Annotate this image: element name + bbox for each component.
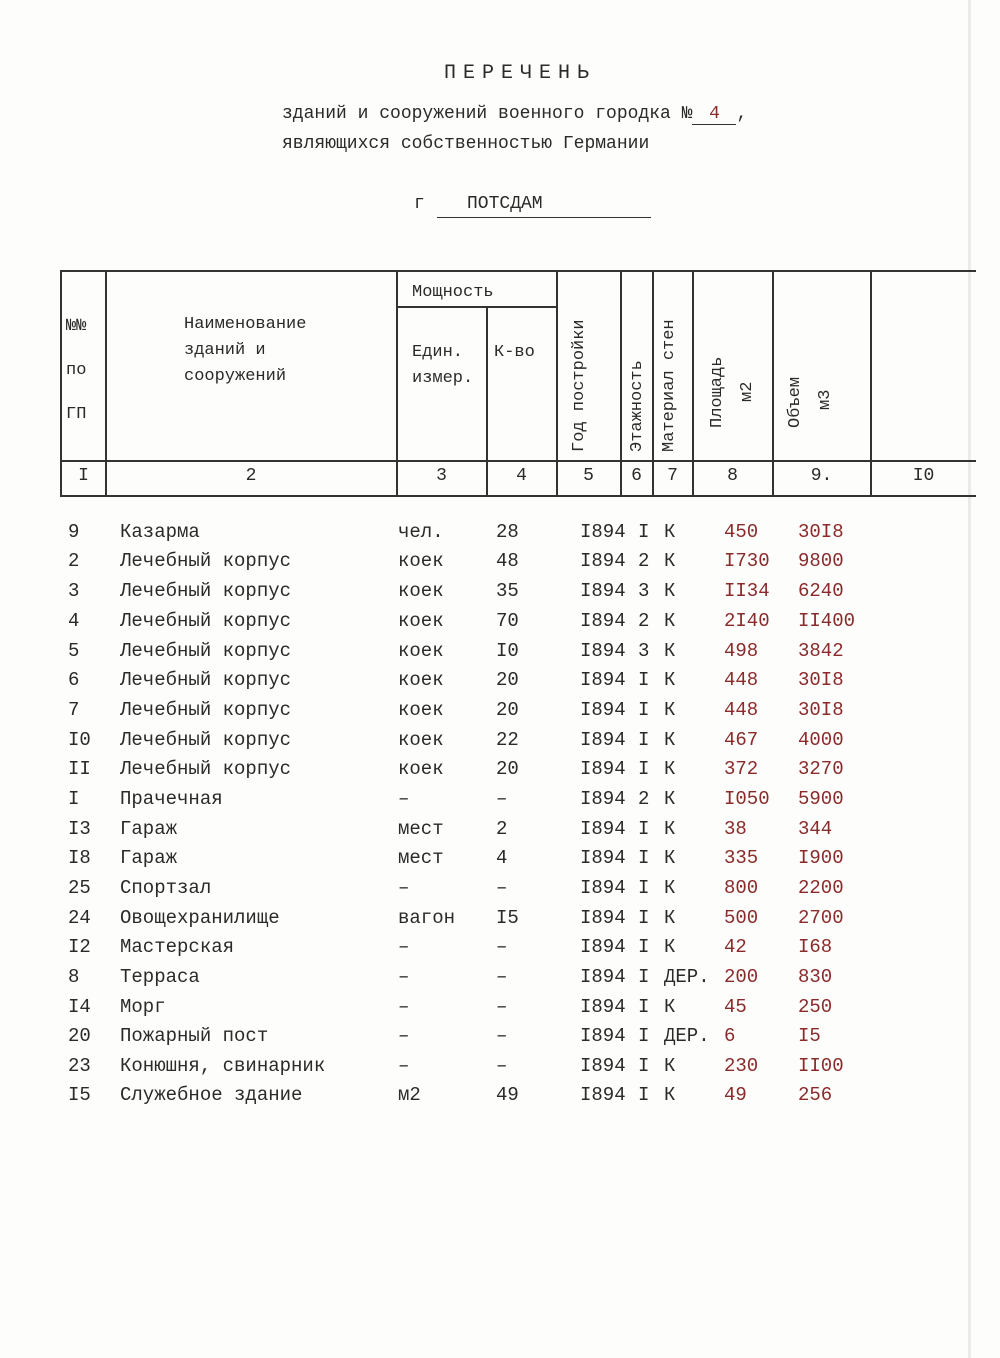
table-cell: II00 bbox=[798, 1055, 844, 1077]
table-cell: коек bbox=[398, 699, 444, 721]
table-cell: 22 bbox=[496, 729, 519, 751]
page-edge bbox=[968, 0, 971, 1358]
table-cell: 2 bbox=[68, 550, 80, 572]
table-cell: К bbox=[664, 699, 676, 721]
table-cell: 467 bbox=[724, 729, 759, 751]
header-col-number: №№ по ГП bbox=[66, 317, 87, 424]
table-cell: Конюшня, свинарник bbox=[120, 1055, 326, 1077]
table-cell: – bbox=[496, 1025, 508, 1047]
table-cell: I894 bbox=[580, 699, 626, 721]
table-cell: – bbox=[496, 1055, 508, 1077]
table-cell: К bbox=[664, 1055, 676, 1077]
table-cell: коек bbox=[398, 550, 444, 572]
colnum-1: I bbox=[78, 466, 89, 486]
table-cell: ДЕР. bbox=[664, 1025, 710, 1047]
table-cell: I894 bbox=[580, 758, 626, 780]
table-cell: I0 bbox=[496, 640, 519, 662]
table-cell: 28 bbox=[496, 521, 519, 543]
table-cell: Мастерская bbox=[120, 936, 235, 958]
table-cell: 2700 bbox=[798, 907, 844, 929]
header-col-area-unit: м2 bbox=[738, 381, 757, 402]
table-cell: I894 bbox=[580, 788, 626, 810]
table-cell: Спортзал bbox=[120, 877, 212, 899]
table-cell: 2 bbox=[638, 610, 650, 632]
header-col-floors: Этажность bbox=[628, 360, 647, 452]
colnum-2: 2 bbox=[245, 466, 257, 486]
table-cell: Терраса bbox=[120, 966, 200, 988]
table-cell: 3 bbox=[68, 580, 80, 602]
table-cell: 448 bbox=[724, 699, 759, 721]
table-cell: I bbox=[638, 1025, 650, 1047]
table-cell: I bbox=[638, 877, 650, 899]
table-cell: 450 bbox=[724, 521, 759, 543]
table-cell: 2 bbox=[638, 550, 650, 572]
table-cell: Лечебный корпус bbox=[120, 640, 292, 662]
table-cell: К bbox=[664, 818, 676, 840]
table-cell: 200 bbox=[724, 966, 759, 988]
table-cell: I894 bbox=[580, 610, 626, 632]
table-cell: Лечебный корпус bbox=[120, 580, 292, 602]
colnum-6: 6 bbox=[631, 466, 642, 486]
table-cell: I bbox=[638, 847, 650, 869]
table-cell: 6 bbox=[68, 669, 80, 691]
table-cell: Овощехранилище bbox=[120, 907, 280, 929]
table-cell: коек bbox=[398, 669, 444, 691]
table-cell: I050 bbox=[724, 788, 770, 810]
colnum-10: I0 bbox=[912, 466, 935, 486]
header-col-area: Площадь bbox=[708, 356, 727, 428]
table-cell: II34 bbox=[724, 580, 770, 602]
table-cell: 250 bbox=[798, 996, 833, 1018]
header-col-volume: Объем bbox=[786, 376, 805, 428]
table-cell: 830 bbox=[798, 966, 833, 988]
table-cell: 6 bbox=[724, 1025, 736, 1047]
header-col-qty: К-во bbox=[494, 343, 535, 362]
table-cell: I0 bbox=[68, 729, 91, 751]
table-cell: 49 bbox=[724, 1084, 747, 1106]
table-cell: I bbox=[638, 1084, 650, 1106]
table-cell: К bbox=[664, 610, 676, 632]
table-cell: 230 bbox=[724, 1055, 759, 1077]
table-cell: I bbox=[638, 907, 650, 929]
table-cell: К bbox=[664, 521, 676, 543]
colnum-9: 9. bbox=[810, 466, 833, 486]
table-cell: 372 bbox=[724, 758, 759, 780]
table-cell: 24 bbox=[68, 907, 91, 929]
table-cell: I894 bbox=[580, 1084, 626, 1106]
table-cell: 256 bbox=[798, 1084, 833, 1106]
table-cell: К bbox=[664, 936, 676, 958]
table-cell: 20 bbox=[68, 1025, 91, 1047]
table-cell: 30I8 bbox=[798, 521, 844, 543]
table-cell: ДЕР. bbox=[664, 966, 710, 988]
table-cell: I bbox=[638, 669, 650, 691]
table-cell: 9800 bbox=[798, 550, 844, 572]
table-cell: I894 bbox=[580, 729, 626, 751]
table-cell: К bbox=[664, 580, 676, 602]
table-cell: 20 bbox=[496, 669, 519, 691]
table-cell: м2 bbox=[398, 1084, 421, 1106]
table-cell: I bbox=[638, 966, 650, 988]
table-cell: – bbox=[496, 936, 508, 958]
table-cell: I894 bbox=[580, 847, 626, 869]
table-cell: – bbox=[496, 788, 508, 810]
table-cell: I900 bbox=[798, 847, 844, 869]
table-cell: I894 bbox=[580, 818, 626, 840]
table-cell: I894 bbox=[580, 907, 626, 929]
table-cell: – bbox=[496, 996, 508, 1018]
table-cell: – bbox=[398, 788, 410, 810]
table-cell: 30I8 bbox=[798, 699, 844, 721]
table-cell: I730 bbox=[724, 550, 770, 572]
table-cell: 25 bbox=[68, 877, 91, 899]
table-cell: 20 bbox=[496, 758, 519, 780]
table-cell: коек bbox=[398, 758, 444, 780]
table-cell: I2 bbox=[68, 936, 91, 958]
table-cell: 3 bbox=[638, 640, 650, 662]
table-cell: – bbox=[398, 996, 410, 1018]
table-cell: К bbox=[664, 640, 676, 662]
table-cell: 4 bbox=[68, 610, 80, 632]
table-cell: I bbox=[638, 758, 650, 780]
table-cell: – bbox=[398, 877, 410, 899]
town-number: 4 bbox=[692, 104, 736, 125]
table-cell: Морг bbox=[120, 996, 166, 1018]
table-cell: I894 bbox=[580, 1025, 626, 1047]
table-cell: Служебное здание bbox=[120, 1084, 303, 1106]
table-cell: чел. bbox=[398, 521, 444, 543]
table-cell: 38 bbox=[724, 818, 747, 840]
table-cell: I68 bbox=[798, 936, 833, 958]
table-cell: I894 bbox=[580, 521, 626, 543]
colnum-3: 3 bbox=[436, 466, 447, 486]
table-cell: 45 bbox=[724, 996, 747, 1018]
table-cell: коек bbox=[398, 610, 444, 632]
table-cell: 2I40 bbox=[724, 610, 770, 632]
table-cell: Лечебный корпус bbox=[120, 699, 292, 721]
table-cell: – bbox=[398, 1025, 410, 1047]
city-name: ПОТСДАМ bbox=[437, 194, 651, 218]
colnum-8: 8 bbox=[727, 466, 738, 486]
table-cell: I bbox=[638, 729, 650, 751]
table-cell: Гараж bbox=[120, 847, 178, 869]
table-cell: вагон bbox=[398, 907, 456, 929]
table-cell: I bbox=[638, 818, 650, 840]
table-cell: К bbox=[664, 758, 676, 780]
table-cell: 2200 bbox=[798, 877, 844, 899]
table-cell: К bbox=[664, 1084, 676, 1106]
header-col-year: Год постройки bbox=[570, 319, 589, 452]
table-cell: К bbox=[664, 877, 676, 899]
table-cell: 498 bbox=[724, 640, 759, 662]
table-cell: 500 bbox=[724, 907, 759, 929]
colnum-5: 5 bbox=[583, 466, 594, 486]
table-cell: II400 bbox=[798, 610, 856, 632]
table-cell: I4 bbox=[68, 996, 91, 1018]
table-cell: мест bbox=[398, 818, 444, 840]
table-cell: 23 bbox=[68, 1055, 91, 1077]
table-cell: I894 bbox=[580, 640, 626, 662]
table-cell: К bbox=[664, 847, 676, 869]
table-cell: 3270 bbox=[798, 758, 844, 780]
header-col-unit: Един. измер. bbox=[412, 343, 474, 388]
table-cell: I894 bbox=[580, 1055, 626, 1077]
table-cell: II bbox=[68, 758, 91, 780]
city-prefix: г bbox=[414, 194, 425, 214]
subtitle-text: зданий и сооружений военного городка № bbox=[282, 104, 693, 124]
table-cell: К bbox=[664, 788, 676, 810]
table-cell: I3 bbox=[68, 818, 91, 840]
table-cell: I bbox=[68, 788, 80, 810]
table-cell: 42 bbox=[724, 936, 747, 958]
table-cell: Лечебный корпус bbox=[120, 758, 292, 780]
table-cell: I bbox=[638, 996, 650, 1018]
table-cell: I5 bbox=[68, 1084, 91, 1106]
table-cell: мест bbox=[398, 847, 444, 869]
table-cell: 2 bbox=[496, 818, 508, 840]
subtitle-comma: , bbox=[736, 104, 748, 124]
table-cell: 3 bbox=[638, 580, 650, 602]
colnum-4: 4 bbox=[516, 466, 527, 486]
table-cell: 30I8 bbox=[798, 669, 844, 691]
table-cell: I5 bbox=[798, 1025, 821, 1047]
colnum-7: 7 bbox=[667, 466, 678, 486]
table-cell: I894 bbox=[580, 550, 626, 572]
table-cell: I894 bbox=[580, 669, 626, 691]
table-cell: К bbox=[664, 996, 676, 1018]
table-cell: 70 bbox=[496, 610, 519, 632]
table-cell: Прачечная bbox=[120, 788, 223, 810]
subtitle-line-2: являющихся собственностью Германии bbox=[282, 134, 650, 154]
table-cell: Лечебный корпус bbox=[120, 669, 292, 691]
table-cell: I894 bbox=[580, 996, 626, 1018]
table-cell: 4000 bbox=[798, 729, 844, 751]
table-cell: Лечебный корпус bbox=[120, 610, 292, 632]
header-capacity: Мощность bbox=[412, 283, 494, 302]
table-cell: 48 bbox=[496, 550, 519, 572]
table-cell: I894 bbox=[580, 966, 626, 988]
table-cell: 800 bbox=[724, 877, 759, 899]
table-cell: 7 bbox=[68, 699, 80, 721]
table-cell: 335 bbox=[724, 847, 759, 869]
table-cell: I8 bbox=[68, 847, 91, 869]
table-cell: 4 bbox=[496, 847, 508, 869]
table-cell: I bbox=[638, 699, 650, 721]
table-cell: I bbox=[638, 521, 650, 543]
table-cell: 9 bbox=[68, 521, 80, 543]
table-cell: К bbox=[664, 550, 676, 572]
table-cell: – bbox=[398, 1055, 410, 1077]
table-cell: Казарма bbox=[120, 521, 200, 543]
table-cell: Пожарный пост bbox=[120, 1025, 269, 1047]
table-cell: Лечебный корпус bbox=[120, 550, 292, 572]
table-cell: I894 bbox=[580, 580, 626, 602]
table-cell: К bbox=[664, 729, 676, 751]
table-cell: 6240 bbox=[798, 580, 844, 602]
table-cell: – bbox=[398, 966, 410, 988]
table-cell: К bbox=[664, 669, 676, 691]
header-col-name: Наименование зданий и сооружений bbox=[184, 315, 307, 386]
table-cell: – bbox=[398, 936, 410, 958]
table-cell: коек bbox=[398, 640, 444, 662]
table-cell: К bbox=[664, 907, 676, 929]
table-cell: – bbox=[496, 966, 508, 988]
document-title: ПЕРЕЧЕНЬ bbox=[443, 62, 596, 85]
table-cell: Гараж bbox=[120, 818, 178, 840]
table-cell: – bbox=[496, 877, 508, 899]
table-cell: коек bbox=[398, 580, 444, 602]
table-cell: I5 bbox=[496, 907, 519, 929]
header-col-volume-unit: м3 bbox=[816, 389, 835, 410]
table-cell: 49 bbox=[496, 1084, 519, 1106]
table-cell: 3842 bbox=[798, 640, 844, 662]
table-cell: коек bbox=[398, 729, 444, 751]
table-cell: 20 bbox=[496, 699, 519, 721]
table-cell: 344 bbox=[798, 818, 833, 840]
table-cell: 5900 bbox=[798, 788, 844, 810]
table-cell: Лечебный корпус bbox=[120, 729, 292, 751]
table-cell: I894 bbox=[580, 936, 626, 958]
table-cell: I894 bbox=[580, 877, 626, 899]
header-col-material: Материал стен bbox=[660, 319, 679, 452]
table-cell: 448 bbox=[724, 669, 759, 691]
table-cell: I bbox=[638, 1055, 650, 1077]
table-cell: 8 bbox=[68, 966, 80, 988]
table-cell: I bbox=[638, 936, 650, 958]
subtitle-line-1 bbox=[282, 104, 747, 125]
table-cell: 5 bbox=[68, 640, 80, 662]
table-cell: 2 bbox=[638, 788, 650, 810]
table-cell: 35 bbox=[496, 580, 519, 602]
